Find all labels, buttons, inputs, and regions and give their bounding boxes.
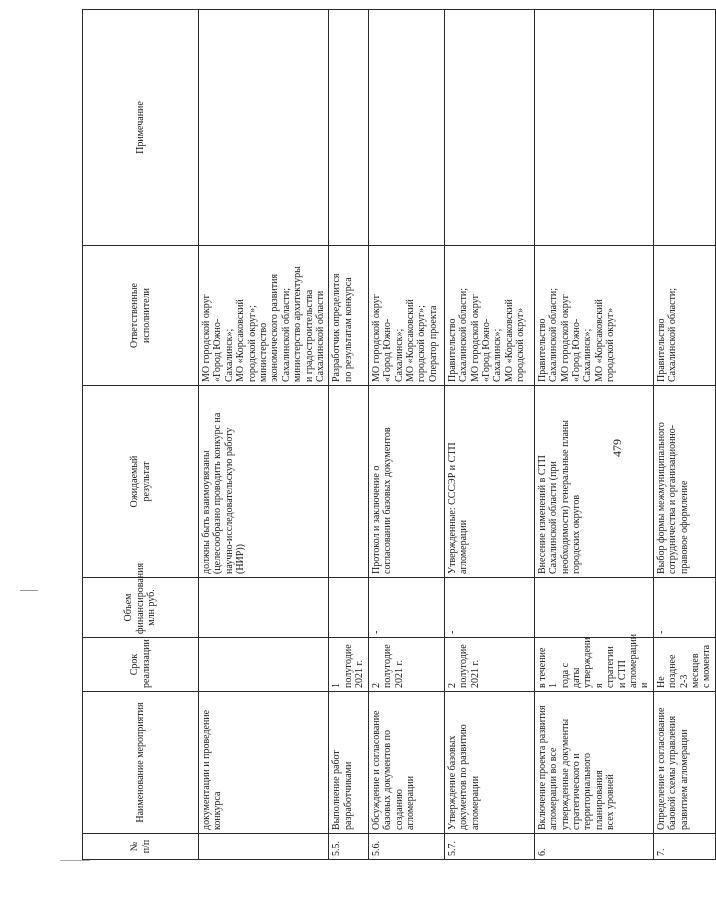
cell-num: 7.: [653, 834, 715, 860]
cell-name: Выполнение работ разработчиками: [329, 692, 368, 834]
cell-result: должны быть взаимоувязаны (целесообразно проводить конкурс на научно-исследовательскую работу (НИР)): [199, 386, 329, 578]
cell-term: 2 полугодие 2021 г.: [368, 638, 444, 692]
cell-name: Определение и согласование базовой схемы управления развитием агломерации: [653, 692, 715, 834]
cell-result: [329, 386, 368, 578]
cell-term: Не позднее 2-3 месяцев с момента: [653, 638, 715, 692]
table-row: [368, 10, 444, 860]
cell-result: Утвержденные: СССЭР и СТП агломерации: [444, 386, 534, 578]
cell-num: 5.7.: [444, 834, 534, 860]
header-volume: Объем финансирования млн руб.: [83, 578, 199, 638]
cell-volume: -: [444, 578, 534, 638]
header-result: Ожидаемый результат: [83, 386, 199, 578]
table-header-row: [83, 10, 199, 860]
cell-num: [199, 834, 329, 860]
table-row: [534, 10, 653, 860]
table-row: [329, 10, 368, 860]
cell-responsible: Правительство Сахалинской области;: [653, 246, 715, 386]
cell-result: Внесение изменений в СТП Сахалинской области (при необходимости) генеральные планы городских округов: [534, 386, 653, 578]
header-responsible: Ответственные исполнители: [83, 246, 199, 386]
cell-note: [199, 10, 329, 246]
page-number: 479: [610, 439, 624, 457]
table-row: [444, 10, 534, 860]
rotated-table-wrapper: [82, 10, 713, 860]
cell-name: Утверждение базовых документов по развитию агломерации: [444, 692, 534, 834]
cell-volume: -: [653, 578, 715, 638]
cell-responsible: Правительство Сахалинской области; МО городской округ «Город Южно- Сахалинск»; МО «Корсаковский городской округ»: [444, 246, 534, 386]
cell-note: [653, 10, 715, 246]
cell-volume: [534, 578, 653, 638]
scan-mark: [60, 860, 90, 861]
cell-name: документации и проведение конкурса: [199, 692, 329, 834]
cell-volume: [199, 578, 329, 638]
table-row: [653, 10, 715, 860]
cell-result: Выбор формы межмуниципального сотрудничества и организационно- правовое оформление: [653, 386, 715, 578]
header-name: Наименование мероприятия: [83, 692, 199, 834]
header-num: № п/п: [83, 834, 199, 860]
cell-num: 5.5.: [329, 834, 368, 860]
table-row: [199, 10, 329, 860]
cell-responsible: МО городской округ «Город Южно- Сахалинск»; МО «Корсаковский городской округ»; Оператор проекта: [368, 246, 444, 386]
cell-term: [199, 638, 329, 692]
cell-note: [444, 10, 534, 246]
cell-num: 5.6.: [368, 834, 444, 860]
cell-responsible: МО городской округ «Город Южно- Сахалинск»; МО «Корсаковский городской округ»; министерство экономического развития Сахалинской области; министерство архитектуры и градостроительства Сахалинской области: [199, 246, 329, 386]
scan-mark: [20, 590, 38, 591]
cell-note: [368, 10, 444, 246]
cell-volume: [329, 578, 368, 638]
cell-volume: -: [368, 578, 444, 638]
cell-term: в течение 1 года с даты утверждени я стратегии и СТП агломерации и: [534, 638, 653, 692]
header-note: Примечание: [83, 10, 199, 246]
cell-name: Включение проекта развития агломерации во все утвержденные документы стратегического и территориального планирования всех уровней: [534, 692, 653, 834]
cell-term: 2 полугодие 2021 г.: [444, 638, 534, 692]
cell-num: 6.: [534, 834, 653, 860]
header-term: Срок реализации: [83, 638, 199, 692]
cell-note: [534, 10, 653, 246]
cell-term: 1 полугодие 2021 г.: [329, 638, 368, 692]
cell-responsible: Правительство Сахалинской области; МО городской округ «Город Южно- Сахалинск»; МО «Корсаковский городской округ»: [534, 246, 653, 386]
cell-name: Обсуждение и согласование базовых документов по созданию агломерации: [368, 692, 444, 834]
cell-result: Протокол и заключение о согласовании базовых документов: [368, 386, 444, 578]
cell-responsible: Разработчик определится по результатам конкурса: [329, 246, 368, 386]
cell-note: [329, 10, 368, 246]
